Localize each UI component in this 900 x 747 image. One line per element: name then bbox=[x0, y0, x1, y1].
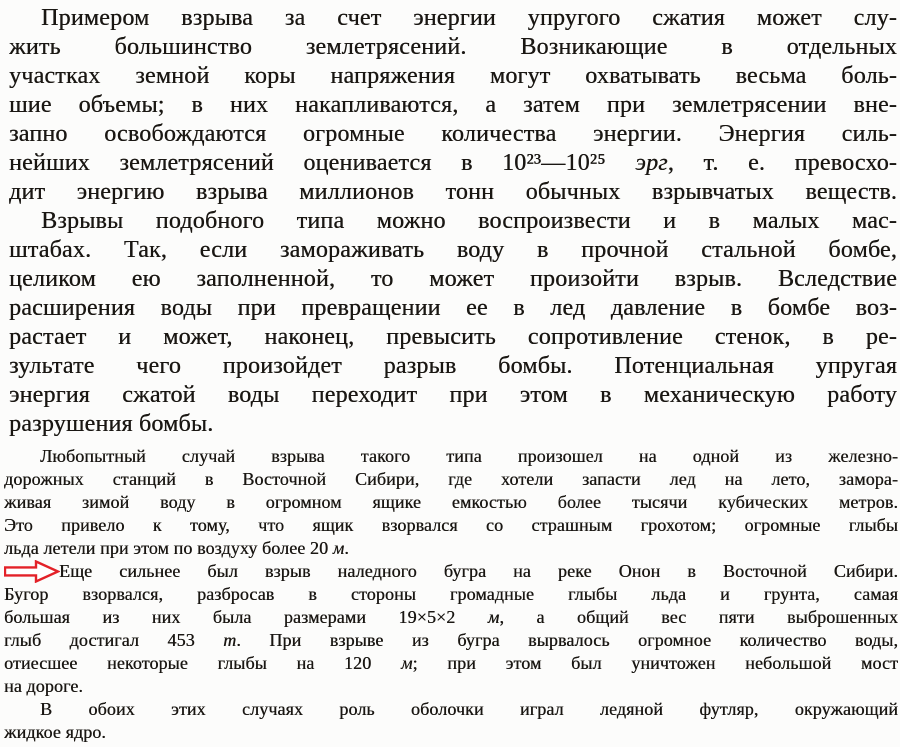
text-segment: , т. е. превосхо- bbox=[667, 150, 897, 176]
text-segment: штабах. Так, если замораживать воду в прочной стальной бомбе, bbox=[9, 237, 897, 263]
text-line bbox=[9, 62, 897, 91]
text-segment: растает и может, наконец, превысить сопротивление стенок, в ре- bbox=[9, 324, 897, 350]
text-segment: нейших землетрясений оценивается в 10²³—10²⁵ bbox=[9, 150, 636, 176]
text-segment: участках земной коры напряжения могут охватывать весьма боль- bbox=[9, 63, 897, 89]
text-segment: . При взрыве из бугра вырвалось огромное количество воды, bbox=[236, 630, 898, 650]
text-line bbox=[9, 265, 897, 294]
text-line bbox=[4, 583, 898, 606]
page-text bbox=[4, 4, 898, 744]
text-segment: , а общий вес пяти выброшенных bbox=[499, 607, 898, 627]
paragraph bbox=[4, 560, 898, 698]
italic-unit: м bbox=[487, 607, 500, 627]
italic-unit: т bbox=[223, 630, 237, 650]
paragraph bbox=[4, 445, 898, 560]
text-segment: шие объемы; в них накапливаются, а затем при землетрясении вне- bbox=[9, 92, 897, 118]
text-segment: отиесшее некоторые глыбы на 120 bbox=[4, 653, 401, 673]
paragraph bbox=[9, 207, 897, 439]
text-segment: на дороге. bbox=[4, 676, 83, 696]
text-segment: Это привело к тому, что ящик взорвался со страшным грохотом; огромные глыбы bbox=[4, 515, 898, 535]
text-segment: дит энергию взрыва миллионов тонн обычных взрывчатых веществ. bbox=[9, 179, 897, 205]
text-line bbox=[4, 537, 898, 560]
text-line bbox=[4, 445, 898, 468]
text-segment: Любопытный случай взрыва такого типа произошел на одной из железно- bbox=[40, 446, 898, 466]
text-line bbox=[9, 178, 897, 207]
text-segment: энергия сжатой воды переходит при этом в механическую работу bbox=[9, 382, 897, 408]
text-segment: льда летели при этом по воздуху более 20 bbox=[4, 538, 333, 558]
text-segment: расширения воды при превращении ее в лед давление в бомбе воз- bbox=[9, 295, 897, 321]
text-segment: . bbox=[344, 538, 349, 558]
text-line bbox=[9, 294, 897, 323]
text-line bbox=[4, 721, 898, 744]
text-segment: Примером взрыва за счет энергии упругого сжатия может слу- bbox=[41, 5, 897, 31]
red-arrow-icon bbox=[4, 560, 60, 583]
text-line bbox=[9, 91, 897, 120]
text-line bbox=[4, 675, 898, 698]
text-line bbox=[4, 652, 898, 675]
italic-unit: м bbox=[332, 538, 345, 558]
text-segment: зультате чего произойдет разрыв бомбы. Потенциальная упругая bbox=[9, 353, 897, 379]
text-line bbox=[4, 629, 898, 652]
text-segment: глыб достигал 453 bbox=[4, 630, 224, 650]
text-segment: жидкое ядро. bbox=[4, 722, 106, 742]
text-line bbox=[4, 468, 898, 491]
text-line bbox=[9, 4, 897, 33]
paragraph bbox=[9, 4, 897, 207]
text-segment: В обоих этих случаях роль оболочки играл ледяной футляр, окружающий bbox=[40, 699, 898, 719]
text-segment: целиком ею заполненной, то может произойти взрыв. Вследствие bbox=[9, 266, 897, 292]
paragraph bbox=[4, 698, 898, 744]
text-line bbox=[4, 560, 898, 583]
text-segment: дорожных станций в Восточной Сибири, где хотели запасти лед на лето, замора- bbox=[4, 469, 898, 489]
text-segment: запно освобождаются огромные количества энергии. Энергия силь- bbox=[9, 121, 897, 147]
text-line bbox=[4, 606, 898, 629]
text-line bbox=[9, 323, 897, 352]
text-segment: Взрывы подобного типа можно воспроизвести и в малых мас- bbox=[41, 208, 897, 234]
text-segment: большая из них была размерами 19×5×2 bbox=[4, 607, 488, 627]
text-segment: Еще сильнее был взрыв наледного бугра на реке Онон в Восточной Сибири. bbox=[59, 561, 898, 581]
text-line bbox=[4, 514, 898, 537]
text-line bbox=[9, 352, 897, 381]
text-segment: разрушения бомбы. bbox=[9, 411, 214, 437]
text-segment: жить большинство землетрясений. Возникающие в отдельных bbox=[9, 34, 897, 60]
text-segment: Бугор взорвался, разбросав в стороны громадные глыбы льда и грунта, самая bbox=[4, 584, 898, 604]
italic-unit: эрг bbox=[635, 150, 668, 176]
text-line bbox=[9, 236, 897, 265]
text-line bbox=[4, 698, 898, 721]
italic-unit: м bbox=[400, 653, 413, 673]
text-line bbox=[9, 33, 897, 62]
text-line bbox=[9, 410, 897, 439]
text-line bbox=[9, 120, 897, 149]
text-line bbox=[9, 207, 897, 236]
text-line bbox=[9, 149, 897, 178]
text-segment: ; при этом был уничтожен небольшой мост bbox=[412, 653, 898, 673]
text-line bbox=[9, 381, 897, 410]
text-segment: живая зимой воду в огромном ящике емкостью более тысячи кубических метров. bbox=[4, 492, 898, 512]
text-line bbox=[4, 491, 898, 514]
